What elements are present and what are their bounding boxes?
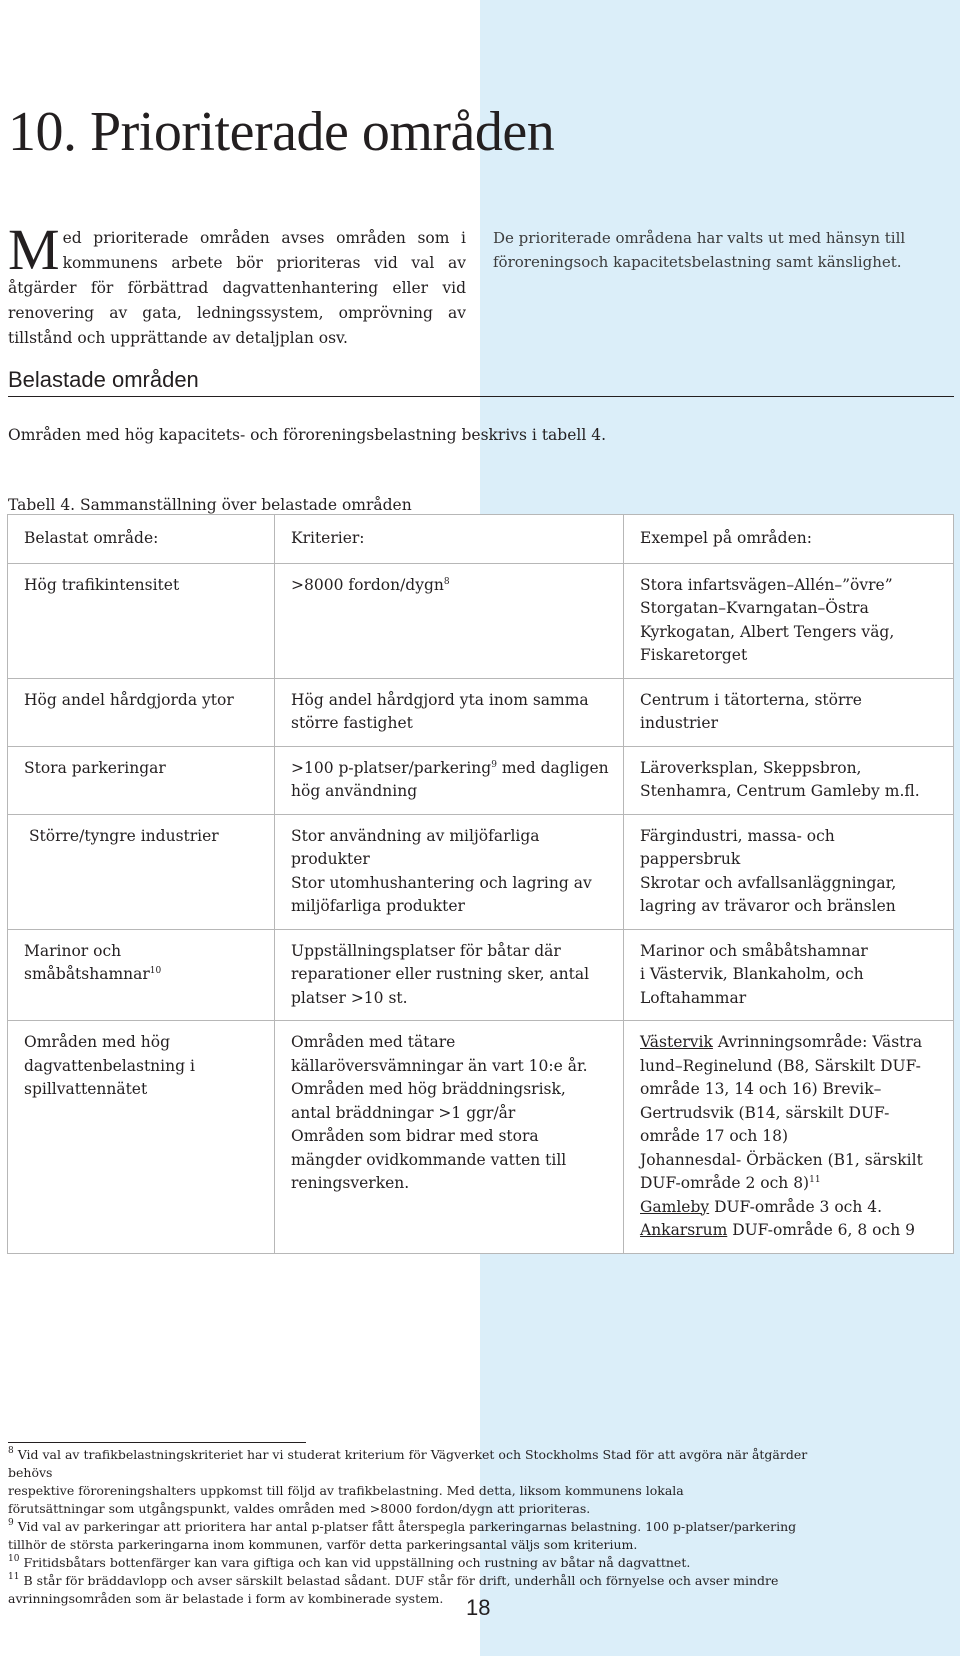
examples-cell xyxy=(624,1021,954,1254)
section-intro: Områden med hög kapacitets- och föroreningsbelastning beskrivs i tabell 4. xyxy=(8,426,607,444)
examples-cell: Läroverksplan, Skeppsbron, Stenhamra, Centrum Gamleby m.fl. xyxy=(624,746,954,814)
example-line xyxy=(640,1219,939,1243)
criteria-cell xyxy=(275,746,624,814)
footnote xyxy=(8,1446,828,1518)
table-header-row xyxy=(8,515,954,564)
drop-cap: M xyxy=(8,217,60,282)
criteria-text-cont: med dagligen hög användning xyxy=(291,758,609,800)
example-text: Johannesdal- Örbäcken (B1, särskilt DUF-område 2 och 8) xyxy=(640,1150,923,1192)
examples-cell: Stora infartsvägen–Allén–”övre” Storgatan–Kvarngatan–Östra Kyrkogatan, Albert Tengers väg, Fiskaretorget xyxy=(624,563,954,678)
column-header-criteria: Kriterier: xyxy=(275,515,624,564)
example-line: Skrotar och avfallsanläggningar, lagring av trävaror och bränslen xyxy=(640,873,897,915)
area-cell: Hög trafikintensitet xyxy=(8,563,275,678)
footnote-ref: 10 xyxy=(149,966,162,976)
criteria-line: Stor utomhushantering och lagring av miljöfarliga produkter xyxy=(291,873,592,915)
footnote-ref: 8 xyxy=(443,576,450,587)
examples-cell xyxy=(624,814,954,929)
footnote-ref: 11 xyxy=(809,1175,821,1185)
section-title: Belastade områden xyxy=(8,367,199,392)
criteria-text: >100 p-platser/parkering xyxy=(291,758,492,777)
area-cell: Hög andel hårdgjorda ytor xyxy=(8,678,275,746)
place-name: Gamleby xyxy=(640,1197,710,1216)
footnote-line xyxy=(8,1446,828,1482)
example-line xyxy=(640,1031,939,1149)
area-text: Större/tyngre industrier xyxy=(28,826,219,845)
example-text: DUF-område 6, 8 och 9 xyxy=(727,1221,915,1239)
column-header-examples: Exempel på områden: xyxy=(624,515,954,564)
area-cell xyxy=(8,814,275,929)
area-cell: Stora parkeringar xyxy=(8,746,275,814)
footnote-line: avrinningsområden som är belastade i form av kombinerade system. xyxy=(8,1591,444,1606)
criteria-cell xyxy=(275,563,624,678)
criteria-line: Områden med tätare källaröversvämningar än vart 10:e år. xyxy=(291,1033,588,1075)
footnote xyxy=(8,1518,828,1554)
table-row xyxy=(8,678,954,746)
table-row xyxy=(8,1021,954,1254)
criteria-line: Områden med hög bräddningsrisk, antal bräddningar >1 ggr/år xyxy=(291,1080,566,1122)
criteria-cell xyxy=(275,814,624,929)
criteria-cell: Hög andel hårdgjord yta inom samma större fastighet xyxy=(275,678,624,746)
footnote-text: Fritidsbåtars bottenfärger kan vara giftiga och kan vid uppställning och rustning av båtar nå dagvattnet. xyxy=(23,1555,691,1570)
section-divider xyxy=(8,396,954,397)
criteria-cell: Uppställningsplatser för båtar där reparationer eller rustning sker, antal platser >10 st. xyxy=(275,929,624,1021)
intro-paragraph xyxy=(8,217,466,351)
example-line: i Västervik, Blankaholm, och Loftahammar xyxy=(640,965,864,1007)
footnote-line: tillhör de största parkeringarna inom kommunen, varför detta parkeringsantal väljs som kriterium. xyxy=(8,1537,638,1552)
criteria-table xyxy=(7,514,954,1254)
example-line xyxy=(640,1149,939,1196)
footnote-line xyxy=(8,1554,828,1572)
table-caption: Tabell 4. Sammanställning över belastade områden xyxy=(8,496,412,514)
footnote-number: 8 xyxy=(8,1446,14,1456)
area-text: Marinor och småbåtshamnar xyxy=(24,941,150,983)
footnote-ref: 9 xyxy=(491,759,497,770)
footnote-number: 10 xyxy=(8,1554,20,1564)
footnote-line: förutsättningar som utgångspunkt, valdes områden med >8000 fordon/dygn att prioriteras. xyxy=(8,1501,591,1516)
footnote xyxy=(8,1572,828,1608)
place-name: Västervik xyxy=(640,1033,713,1051)
footnote-line xyxy=(8,1572,828,1590)
criteria-cell xyxy=(275,1021,624,1254)
footnote-text: B står för bräddavlopp och avser särskilt belastad sådant. DUF står för drift, underhåll och förnyelse och avser mindre xyxy=(23,1573,779,1588)
area-cell xyxy=(8,929,275,1021)
area-cell: Områden med hög dagvattenbelastning i spillvattennätet xyxy=(8,1021,275,1254)
example-line: Marinor och småbåtshamnar xyxy=(640,941,868,960)
footnote-line xyxy=(8,1518,828,1536)
table-row xyxy=(8,563,954,678)
example-line: Färgindustri, massa- och pappersbruk xyxy=(640,826,835,868)
example-text: DUF-område 3 och 4. xyxy=(709,1197,883,1216)
page-title: 10. Prioriterade områden xyxy=(8,101,555,163)
footnote-line: respektive föroreningshalters uppkomst till följd av trafikbelastning. Med detta, liksom kommunens lokala xyxy=(8,1483,684,1498)
criteria-line: Områden som bidrar med stora mängder ovidkommande vatten till reningsverken. xyxy=(291,1127,567,1192)
place-name: Ankarsrum xyxy=(640,1221,728,1239)
intro-text: ed prioriterade områden avses områden som i kommunens arbete bör prioriteras vid val av åtgärder för förbättrad dagvattenhantering eller vid renovering av gata, ledningssystem, omprövning av tillstånd och upprättande av detaljplan osv. xyxy=(8,229,466,347)
footnote xyxy=(8,1554,828,1572)
example-line xyxy=(640,1196,939,1220)
page-number: 18 xyxy=(466,1595,491,1620)
footnotes xyxy=(8,1446,828,1608)
footnote-number: 9 xyxy=(8,1518,14,1528)
footnote-divider xyxy=(8,1442,306,1443)
examples-cell: Centrum i tätorterna, större industrier xyxy=(624,678,954,746)
table-row xyxy=(8,746,954,814)
footnote-text: Vid val av parkeringar att prioritera har antal p-platser fått återspegla parkeringarnas belastning. 100 p-platser/parkering xyxy=(17,1519,797,1534)
column-header-area: Belastat område: xyxy=(8,515,275,564)
table-row xyxy=(8,929,954,1021)
criteria-text: >8000 fordon/dygn xyxy=(291,575,444,594)
intro-right-paragraph: De prioriterade områdena har valts ut med hänsyn till föroreningsoch kapacitetsbelastning samt känslighet. xyxy=(493,229,906,271)
footnote-number: 11 xyxy=(8,1572,20,1582)
examples-cell xyxy=(624,929,954,1021)
example-text: Avrinningsområde: Västra lund–Reginelund (B8, Särskilt DUF-område 13, 14 och 16) Brevik–Gertrudsvik (B14, särskilt DUF-område 17 och 18) xyxy=(640,1033,923,1145)
footnote-text: Vid val av trafikbelastningskriteriet har vi studerat kriterium för Vägverket och Stockholms Stad för att avgöra när åtgärder behövs xyxy=(8,1447,808,1480)
table-row xyxy=(8,814,954,929)
criteria-line: Stor användning av miljöfarliga produkter xyxy=(291,826,540,868)
